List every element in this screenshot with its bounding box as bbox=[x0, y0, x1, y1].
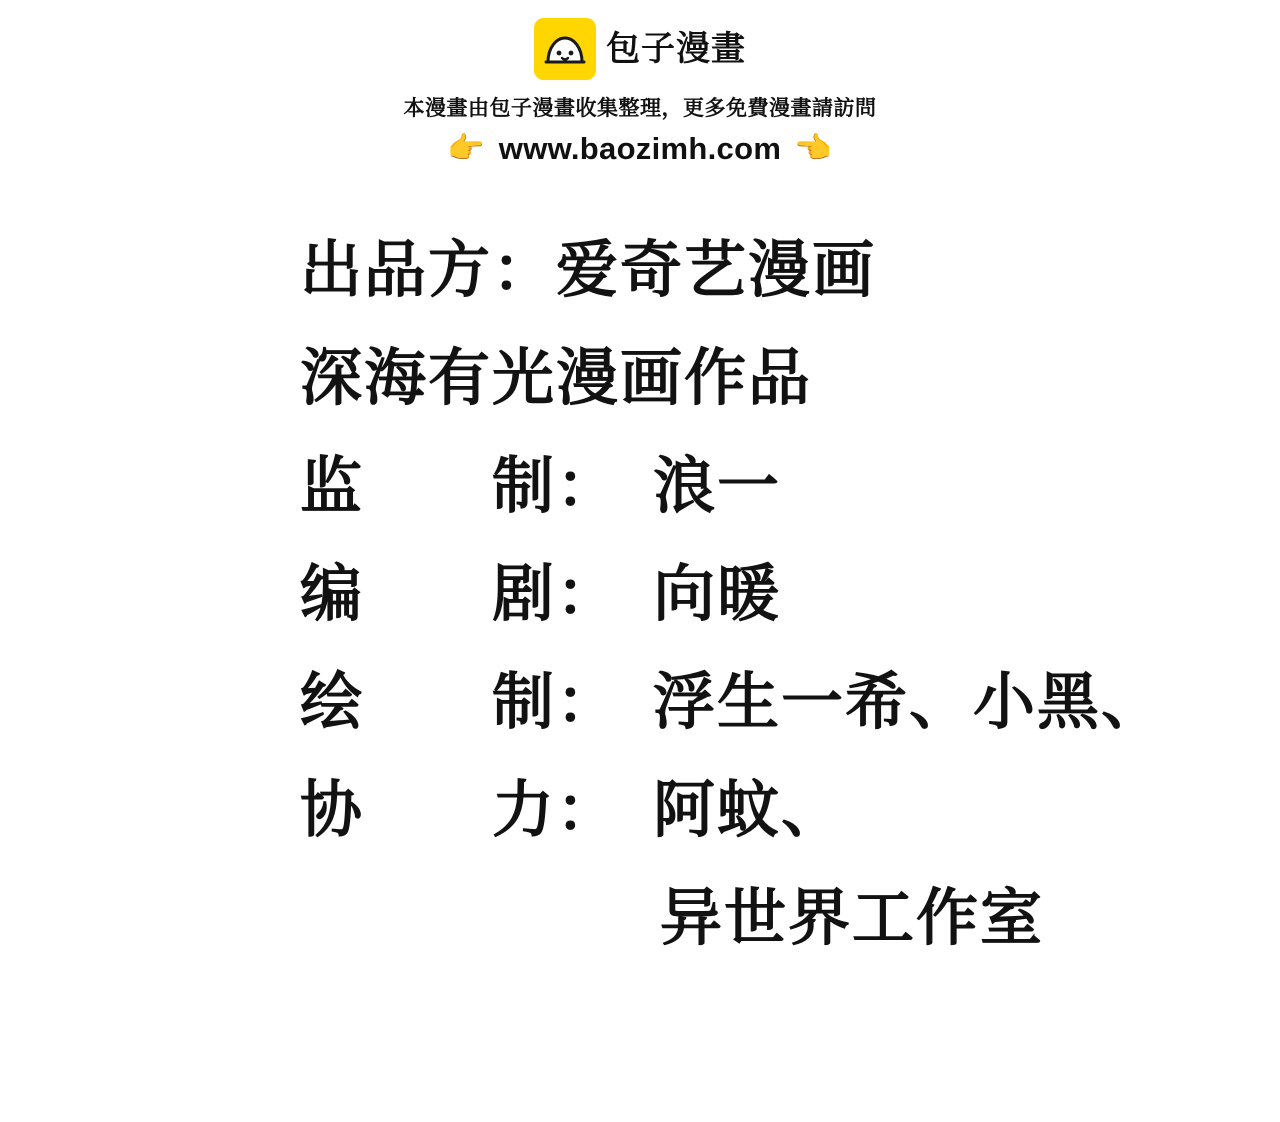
baozi-bun-icon bbox=[534, 18, 596, 80]
watermark-brand bbox=[0, 18, 1280, 80]
pointing-hand-right-icon: 👉 bbox=[447, 132, 485, 165]
credit-row: 编 剧： 向暖 bbox=[300, 560, 782, 629]
credit-row: 出品方：爱奇艺漫画 bbox=[300, 236, 877, 305]
pointing-hand-left-icon: 👉 bbox=[795, 132, 833, 165]
watermark-header bbox=[0, 0, 1280, 167]
credit-row: 异世界工作室 bbox=[660, 884, 1045, 953]
watermark-url[interactable]: www.baozimh.com bbox=[498, 131, 782, 166]
credit-row: 深海有光漫画作品 bbox=[300, 344, 813, 413]
brand-title: 包子漫畫 bbox=[606, 30, 746, 68]
credit-row: 监 制： 浪一 bbox=[300, 452, 782, 521]
credits-block bbox=[0, 236, 1280, 953]
watermark-url-row bbox=[0, 131, 1280, 167]
credit-row: 协 力： 阿蚊、 bbox=[300, 776, 846, 845]
watermark-notice: 本漫畫由包子漫畫收集整理，更多免費漫畫請訪問 bbox=[403, 97, 877, 120]
credit-row: 绘 制： 浮生一希、小黑、 bbox=[300, 668, 1166, 737]
